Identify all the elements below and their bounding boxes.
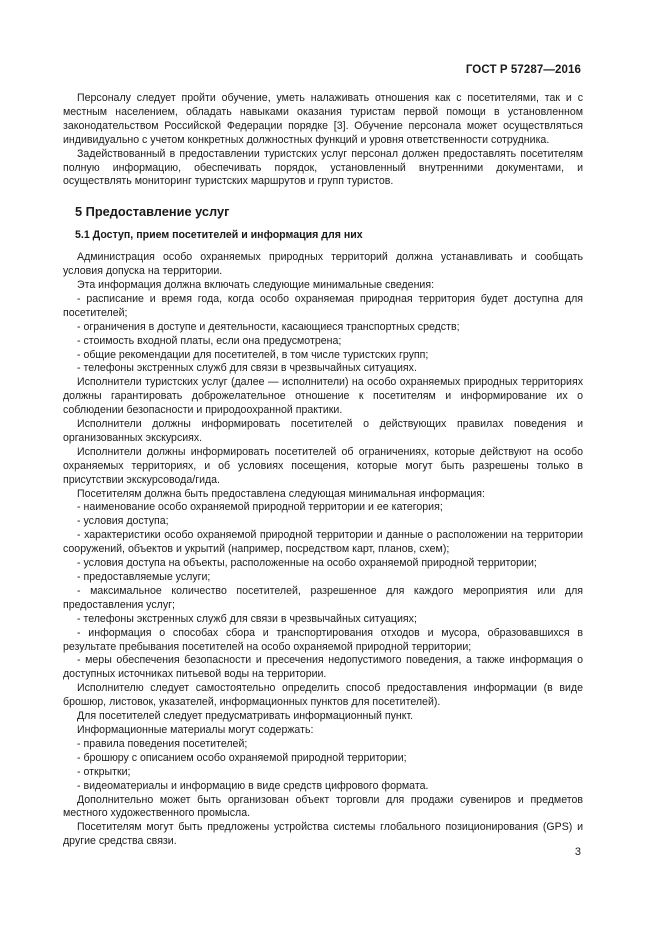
list-item: - видеоматериалы и информацию в виде средств цифрового формата. [77, 779, 429, 792]
paragraph-gps: Посетителям могут быть предложены устройства системы глобального позиционирования (GPS) и другие средства связи. [63, 821, 583, 848]
list-item: - предоставляемые услуги; [77, 571, 211, 583]
list-item: - телефоны экстренных служб для связи в чрезвычайных ситуациях. [77, 362, 417, 375]
list-item: - информация о способах сбора и транспортирования отходов и мусора, образовавшихся в результате пребывания посетителей на особо охраняемой природной территории; [63, 626, 583, 653]
paragraph-admin: Администрация особо охраняемых природных территорий должна устанавливать и сообщать условия допуска на территории. [63, 251, 583, 278]
paragraph-executors-1: Исполнители туристских услуг (далее — исполнители) на особо охраняемых природных территориях должны гарантировать доброжелательное отношение к посетителям и информирование их о соблюдении безопасности и природоохранной практики. [63, 376, 583, 417]
list-item: - ограничения в доступе и деятельности, касающиеся транспортных средств; [77, 320, 460, 333]
paragraph-materials: Информационные материалы могут содержать: [77, 723, 314, 736]
paragraph-souvenirs: Дополнительно может быть организован объект торговли для продажи сувениров и предметов местного художественного промысла. [63, 793, 583, 820]
paragraph-info-intro: Эта информация должна включать следующие минимальные сведения: [77, 278, 435, 291]
list-item: - характеристики особо охраняемой природной территории и данные о расположении на территории сооружений, объектов и укрытий (например, посредством карт, планов, схем); [63, 529, 583, 556]
document-header: ГОСТ Р 57287—2016 [465, 64, 581, 76]
list-item: - расписание и время года, когда особо охраняемая природная территория будет доступна для посетителей; [63, 292, 583, 319]
list-item: - правила поведения посетителей; [77, 737, 248, 750]
paragraph-staff-duties: Задействованный в предоставлении туристских услуг персонал должен предоставлять посетителям полную информацию, обеспечивать порядок, установленный внутренними документами, и осуществлять мониторинг туристских маршрутов и групп туристов. [63, 147, 583, 188]
paragraph-info-method: Исполнителю следует самостоятельно определить способ предоставления информации (в виде брошюр, листовок, указателей, информационных пунктов для посетителей). [63, 682, 583, 709]
list-item: - меры обеспечения безопасности и пресечения недопустимого поведения, а также информация о доступных источниках питьевой воды на территории. [63, 654, 583, 681]
list-item: - стоимость входной платы, если она предусмотрена; [77, 334, 342, 347]
list-item: - условия доступа на объекты, расположенные на особо охраняемой природной территории; [77, 557, 537, 570]
list-item: - открытки; [77, 765, 131, 778]
paragraph-staff-training: Персоналу следует пройти обучение, уметь налаживать отношения как с посетителями, так и с местным населением, обладать навыками оказания туристам первой помощи в установленном законодательством Российской Федерации порядке [3]. Обучение персонала может осуществляться индивидуально с учетом конкретных должностных функций и уровня ответственности сотрудника. [63, 92, 583, 146]
body-text [63, 92, 583, 849]
paragraph-info-point: Для посетителей следует предусматривать информационный пункт. [77, 710, 414, 723]
list-item: - условия доступа; [77, 515, 169, 528]
list-item: - наименование особо охраняемой природной территории и ее категория; [77, 501, 443, 514]
page-number: 3 [574, 846, 581, 858]
list-item: - телефоны экстренных служб для связи в чрезвычайных ситуациях; [77, 612, 417, 625]
section-title: 5 Предоставление услуг [75, 204, 230, 220]
paragraph-executors-2: Исполнители должны информировать посетителей о действующих правилах поведения и организованных экскурсиях. [63, 418, 583, 444]
list-item: - общие рекомендации для посетителей, в том числе туристских групп; [77, 348, 429, 361]
paragraph-executors-3: Исполнители должны информировать посетителей об ограничениях, которые действуют на особо охраняемых территориях, и об условиях посещения, которые могут быть разрешены только в присутствии экскурсовода/гида. [63, 445, 583, 486]
paragraph-minimum-info: Посетителям должна быть предоставлена следующая минимальная информация: [77, 487, 485, 500]
list-item: - брошюру с описанием особо охраняемой природной территории; [77, 751, 407, 764]
subsection-title: 5.1 Доступ, прием посетителей и информация для них [75, 229, 363, 242]
list-item: - максимальное количество посетителей, разрешенное для каждого мероприятия или для предоставления услуг; [63, 584, 583, 611]
